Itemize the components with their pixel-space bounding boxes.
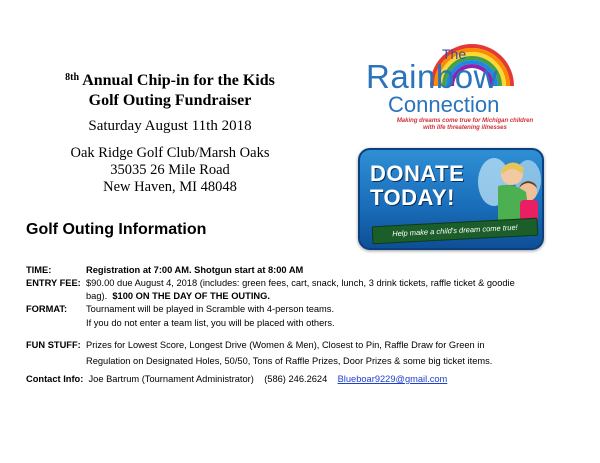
time-label: TIME: [26,265,52,275]
entry-fee-text-1: $90.00 due August 4, 2018 (includes: green fees, cart, snack, lunch, 3 drink tickets, raffle ticket & goodie [86,278,515,288]
contact-row [26,373,447,386]
entry-fee-label: ENTRY FEE: [26,278,81,288]
logo-tagline [365,118,565,132]
event-date: Saturday August 11th 2018 [88,118,252,134]
time-value: Registration at 7:00 AM. Shotgun start at 8:00 AM [86,265,304,275]
venue-city: New Haven, MI 48048 [103,179,237,195]
contact-phone: (586) 246.2624 [264,374,328,384]
venue-name: Oak Ridge Golf Club/Marsh Oaks [70,145,270,161]
logo-tagline-2: with life threatening illnesses [423,125,507,131]
logo-tagline-1: Making dreams come true for Michigan children [396,118,534,124]
fun-stuff-text-2: Regulation on Designated Holes, 50/50, Tons of Raffle Prizes, Door Prizes & some big ticket items. [86,356,493,366]
format-text-2: If you do not enter a team list, you will be placed with others. [86,318,335,328]
donate-ribbon-text: Help make a child's dream come true! [391,222,518,239]
rainbow-connection-logo [360,38,570,130]
contact-email-link[interactable]: Blueboar9229@gmail.com [337,374,448,384]
title-line-1 [20,68,320,91]
donate-line-2: TODAY! [370,185,455,210]
format-text-1: Tournament will be played in Scramble with 4-person teams. [86,304,335,314]
entry-fee-row-2 [86,290,270,303]
day-of-price: $100 ON THE DAY OF THE OUTING. [112,291,270,301]
contact-name: Joe Bartrum (Tournament Administrator) [88,374,254,384]
format-label: FORMAT: [26,304,68,314]
donate-banner[interactable] [358,148,544,250]
donate-line-1: DONATE [370,161,465,186]
donate-text [370,162,464,210]
fun-stuff-text-1: Prizes for Lowest Score, Longest Drive (Women & Men), Closest to Pin, Raffle Draw for Green in [86,340,485,350]
logo-connection: Connection [388,92,500,117]
venue-street: 35035 26 Mile Road [110,162,230,178]
contact-label: Contact Info: [26,374,84,384]
fun-stuff-label: FUN STUFF: [26,340,81,350]
logo-the: The [442,46,467,62]
logo-rainbow: Rainbow [366,58,498,95]
event-title [20,68,320,111]
section-heading: Golf Outing Information [26,221,207,238]
title-main: Annual Chip-in for the Kids [82,72,275,89]
title-line-2: Golf Outing Fundraiser [88,92,252,109]
title-ordinal: 8th [65,72,80,83]
venue-address [20,145,320,196]
entry-fee-text-2a: bag). [86,291,108,301]
